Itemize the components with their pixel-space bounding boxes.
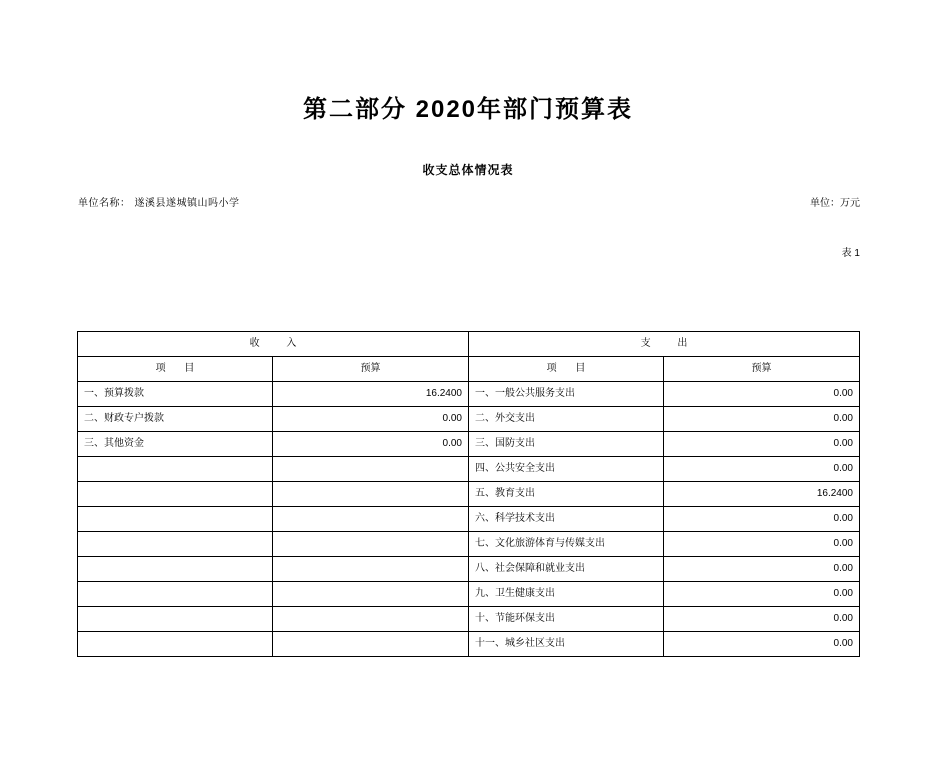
income-budget	[273, 632, 469, 657]
expense-budget: 0.00	[664, 407, 860, 432]
group-header-expense: 支 出	[469, 332, 860, 357]
income-budget	[273, 557, 469, 582]
expense-item: 四、公共安全支出	[469, 457, 664, 482]
income-budget: 0.00	[273, 407, 469, 432]
expense-item: 六、科学技术支出	[469, 507, 664, 532]
expense-budget: 0.00	[664, 632, 860, 657]
table-row	[78, 407, 860, 432]
income-item	[78, 532, 273, 557]
income-item	[78, 557, 273, 582]
table-row	[78, 482, 860, 507]
income-budget	[273, 532, 469, 557]
income-item: 二、财政专户拨款	[78, 407, 273, 432]
expense-budget: 0.00	[664, 507, 860, 532]
income-item	[78, 482, 273, 507]
income-item	[78, 582, 273, 607]
table-meta-row	[0, 194, 936, 210]
table-row	[78, 532, 860, 557]
unit-of-measure-label: 单位：万元	[810, 197, 860, 209]
income-item	[78, 632, 273, 657]
group-header-income: 收 入	[78, 332, 469, 357]
expense-item: 一、一般公共服务支出	[469, 382, 664, 407]
income-item	[78, 457, 273, 482]
column-header-income-item: 项 目	[78, 357, 273, 382]
expense-item: 十一、城乡社区支出	[469, 632, 664, 657]
expense-item: 八、社会保障和就业支出	[469, 557, 664, 582]
table-row	[78, 607, 860, 632]
unit-name-value: 遂溪县遂城镇山吗小学	[134, 197, 240, 209]
income-budget	[273, 507, 469, 532]
unit-name-block	[78, 194, 240, 209]
income-budget: 0.00	[273, 432, 469, 457]
income-budget: 16.2400	[273, 382, 469, 407]
income-item	[78, 607, 273, 632]
income-budget	[273, 582, 469, 607]
table-row	[78, 582, 860, 607]
page-title: 第二部分 2020年部门预算表	[302, 96, 634, 123]
expense-item: 三、国防支出	[469, 432, 664, 457]
expense-item: 十、节能环保支出	[469, 607, 664, 632]
table-column-header-row	[78, 357, 860, 382]
expense-item: 二、外交支出	[469, 407, 664, 432]
table-row	[78, 432, 860, 457]
income-item: 一、预算拨款	[78, 382, 273, 407]
expense-budget: 0.00	[664, 607, 860, 632]
column-header-expense-item: 项 目	[469, 357, 664, 382]
expense-budget: 0.00	[664, 582, 860, 607]
expense-budget: 0.00	[664, 457, 860, 482]
income-budget	[273, 482, 469, 507]
expense-item: 七、文化旅游体育与传媒支出	[469, 532, 664, 557]
budget-table	[77, 331, 860, 657]
expense-budget: 16.2400	[664, 482, 860, 507]
document-page	[0, 96, 936, 758]
table-row	[78, 457, 860, 482]
expense-budget: 0.00	[664, 532, 860, 557]
expense-budget: 0.00	[664, 432, 860, 457]
table-index-label: 表 1	[841, 248, 860, 259]
table-group-header-row	[78, 332, 860, 357]
unit-name-label: 单位名称：	[78, 197, 131, 209]
income-budget	[273, 457, 469, 482]
table-row	[78, 632, 860, 657]
income-item: 三、其他资金	[78, 432, 273, 457]
table-row	[78, 382, 860, 407]
income-budget	[273, 607, 469, 632]
column-header-expense-budget: 预算	[664, 357, 860, 382]
table-caption: 收支总体情况表	[422, 162, 514, 177]
expense-item: 五、教育支出	[469, 482, 664, 507]
expense-budget: 0.00	[664, 382, 860, 407]
table-row	[78, 507, 860, 532]
table-row	[78, 557, 860, 582]
income-item	[78, 507, 273, 532]
expense-budget: 0.00	[664, 557, 860, 582]
expense-item: 九、卫生健康支出	[469, 582, 664, 607]
column-header-income-budget: 预算	[273, 357, 469, 382]
